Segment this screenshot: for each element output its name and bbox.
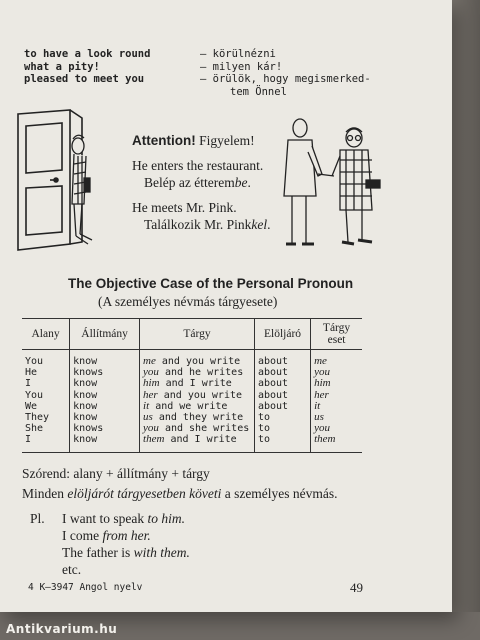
- attention-line2-en: He meets Mr. Pink.: [132, 200, 237, 215]
- cell-targyeset: them: [311, 434, 362, 452]
- cell-allitmany: know: [70, 412, 140, 423]
- handshake-illustration: [282, 116, 402, 252]
- cell-alany: She: [25, 423, 44, 435]
- cell-targy: you and she writes: [140, 423, 255, 434]
- cell-targyeset: us: [311, 412, 362, 423]
- page-number: 49: [350, 580, 363, 595]
- example-4: etc.: [62, 562, 82, 577]
- cell-targyeset: it: [311, 401, 362, 412]
- attention-title-en: Attention!: [132, 133, 196, 148]
- cell-targyeset: you: [311, 423, 362, 434]
- vocab-en-1: to have a look round: [24, 48, 151, 60]
- cell-alany: I: [25, 378, 32, 390]
- cell-alany: You: [25, 389, 44, 401]
- section-subtitle: (A személyes névmás tárgyesete): [98, 294, 278, 309]
- cell-alany: He: [25, 367, 38, 379]
- cell-allitmany: knows: [70, 367, 140, 378]
- cell-alany: We: [25, 400, 38, 412]
- cell-alany: You: [25, 356, 44, 367]
- cell-eloljaro: about: [254, 390, 310, 401]
- cell-eloljaro: to: [254, 412, 310, 423]
- table-row: [22, 434, 362, 452]
- door-illustration: [0, 104, 110, 254]
- table-row: [22, 401, 362, 412]
- cell-eloljaro: about: [254, 401, 310, 412]
- vocab-english-column: [24, 48, 150, 86]
- pronoun-table: [22, 318, 362, 453]
- header-allitmany: Állítmány: [70, 319, 140, 350]
- cell-eloljaro: about: [254, 378, 310, 389]
- table-header-row: [22, 319, 362, 350]
- footer-signature: 4 K—3947 Angol nyelv: [28, 582, 143, 593]
- vocab-hu-3-cont: tem Önnel: [230, 85, 287, 98]
- cell-targyeset: me: [311, 350, 362, 368]
- table-row: [22, 367, 362, 378]
- preposition-rule: Minden elöljárót tárgyesetben követi a személyes névmás.: [22, 486, 338, 501]
- cell-allitmany: know: [70, 390, 140, 401]
- attention-line1-en: He enters the restaurant.: [132, 158, 264, 173]
- examples-block: [30, 510, 190, 578]
- table-row: [22, 350, 362, 368]
- table-row: [22, 378, 362, 389]
- attention-line1-hu: Belép az étterembe.: [144, 175, 251, 190]
- vocab-en-3: pleased to meet you: [24, 73, 145, 85]
- cell-allitmany: know: [70, 434, 140, 452]
- attention-title-hu: Figyelem!: [199, 133, 255, 148]
- example-2: I come from her.: [62, 528, 151, 543]
- vocab-hu-2: — milyen kár!: [200, 60, 283, 73]
- section-title: The Objective Case of the Personal Pronoun: [68, 276, 354, 291]
- table-row: [22, 412, 362, 423]
- attention-line2-hu: Találkozik Mr. Pinkkel.: [144, 217, 271, 232]
- cell-targy: her and you write: [140, 390, 255, 401]
- cell-targyeset: her: [311, 390, 362, 401]
- cell-allitmany: know: [70, 378, 140, 389]
- cell-targy: me and you write: [140, 350, 255, 368]
- cell-eloljaro: to: [254, 423, 310, 434]
- vocab-hungarian-column: [200, 48, 371, 98]
- table-row: [22, 423, 362, 434]
- header-alany: Alany: [22, 319, 70, 350]
- cell-targy: you and he writes: [140, 367, 255, 378]
- cell-alany: I: [22, 434, 70, 452]
- vocab-hu-3: — örülök, hogy megismerked-: [200, 73, 371, 85]
- cell-eloljaro: about: [254, 367, 310, 378]
- vocab-hu-1: — körülnézni: [200, 48, 276, 60]
- header-targyeset: Tárgy eset: [311, 319, 362, 350]
- example-3: The father is with them.: [62, 545, 190, 560]
- word-order-rule: Szórend: alany + állítmány + tárgy: [22, 466, 210, 481]
- cell-targy: them and I write: [140, 434, 255, 452]
- cell-allitmany: know: [70, 350, 140, 368]
- vocab-en-2: what a pity!: [24, 60, 100, 73]
- cell-allitmany: know: [70, 401, 140, 412]
- header-targy: Tárgy: [140, 319, 255, 350]
- table-row: [22, 390, 362, 401]
- cell-targyeset: you: [311, 367, 362, 378]
- cell-targy: it and we write: [140, 401, 255, 412]
- cell-allitmany: knows: [70, 423, 140, 434]
- cell-targyeset: him: [311, 378, 362, 389]
- cell-alany: They: [25, 412, 50, 424]
- cell-targy: us and they write: [140, 412, 255, 423]
- cell-eloljaro: to: [254, 434, 310, 452]
- watermark: Antikvarium.hu: [6, 622, 118, 636]
- cell-eloljaro: about: [254, 350, 310, 368]
- cell-targy: him and I write: [140, 378, 255, 389]
- example-1: Pl. I want to speak to him.: [30, 511, 185, 526]
- attention-box: [132, 132, 271, 233]
- header-eloljaro: Elöljáró: [254, 319, 310, 350]
